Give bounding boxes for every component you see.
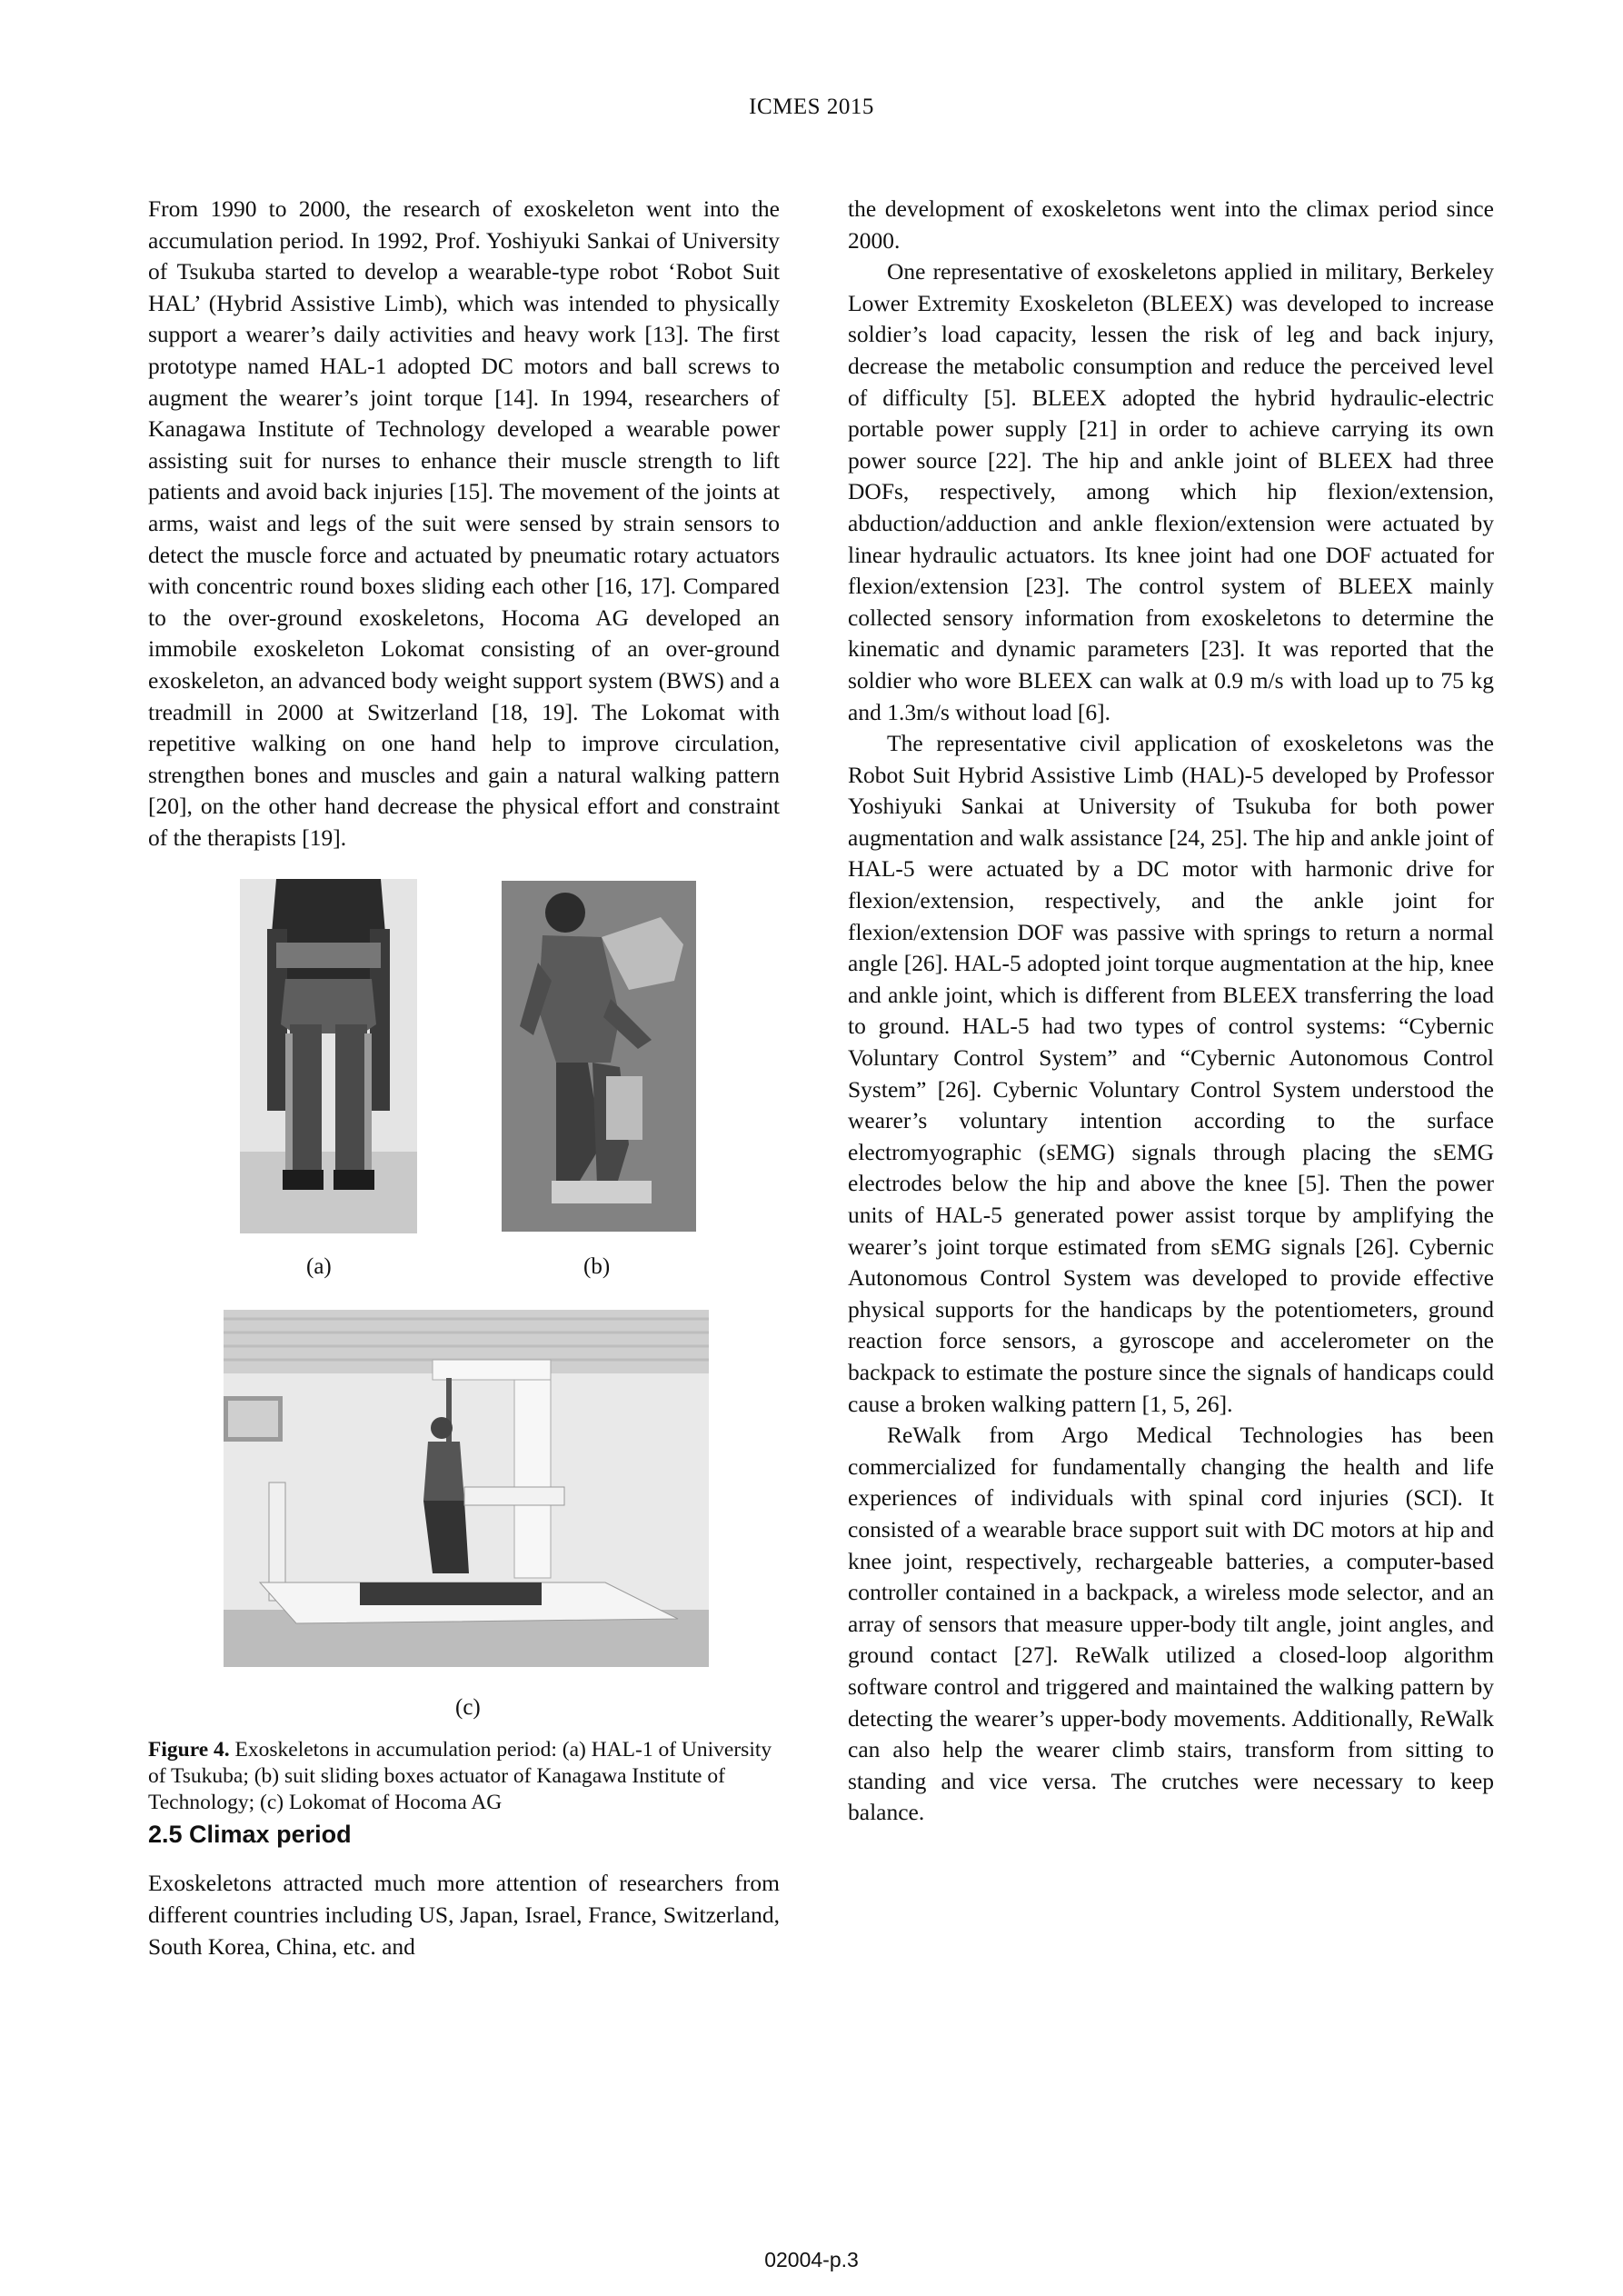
figure-caption-text: Exoskeletons in accumulation period: (a) HAL-1 of University of Tsukuba; (b) suit sliding boxes actuator of Kanagawa Institute of Technology; (c) Lokomat of Hocoma AG (148, 1738, 772, 1815)
page-number: 02004-p.3 (764, 2248, 859, 2271)
right-column (848, 194, 1494, 1829)
left-column (148, 194, 780, 1962)
figure-caption-label: Figure 4. (148, 1738, 230, 1762)
body-paragraph: the development of exoskeletons went into the climax period since 2000. (848, 195, 1494, 254)
body-paragraph: ReWalk from Argo Medical Technologies has been commercialized for fundamentally changing the health and life experiences of individuals with spinal cord injuries (SCI). It consisted of a wearable brace support suit with DC motors at hip and knee joint, respectively, rechargeable batteries, a computer-based controller contained in a backpack, a wireless mode selector, and an array of sensors that measure upper-body tilt angle, joint angles, and ground contact [27]. ReWalk utilized a closed-loop algorithm software control and triggered and maintained the walking pattern by detecting the wearer’s upper-body movements. Additionally, ReWalk can also help the wearer climb stairs, transform from sitting to standing and vice versa. The crutches were necessary to keep balance. (848, 1422, 1494, 1826)
figure-4c-photo (224, 1310, 709, 1667)
body-paragraph: From 1990 to 2000, the research of exoskeleton went into the accumulation period. In 1992, Prof. Yoshiyuki Sankai of University of Tsukuba started to develop a wearable-type robot ‘Robot Suit HAL’ (Hybrid Assistive Limb), which was intended to physically support a wearer’s daily activities and heavy work [13]. The first prototype named HAL-1 adopted DC motors and ball screws to augment the wearer’s joint torque [14]. In 1994, researchers of Kanagawa Institute of Technology developed a wearable power assisting suit for nurses to enhance their muscle strength to lift patients and avoid back injuries [15]. The movement of the joints at arms, waist and legs of the suit were sensed by strain sensors to detect the muscle force and actuated by pneumatic rotary actuators with concentric round boxes sliding each other [16, 17]. Compared to the over-ground exoskeletons, Hocoma AG developed an immobile exoskeleton Lokomat consisting of an over-ground exoskeleton, an advanced body weight support system (BWS) and a treadmill in 2000 at Switzerland [18, 19]. The Lokomat with repetitive walking on one hand help to improve circulation, strengthen bones and muscles and gain a natural walking pattern [20], on the other hand decrease the physical effort and constraint of the therapists [19]. (148, 195, 780, 851)
section-heading: 2.5 Climax period (148, 1821, 352, 1849)
body-paragraph: One representative of exoskeletons applied in military, Berkeley Lower Extremity Exoskeleton (BLEEX) was developed to increase soldier’s load capacity, lessen the risk of leg and back injury, decrease the metabolic consumption and reduce the perceived level of difficulty [5]. BLEEX adopted the hybrid hydraulic-electric portable power supply [21] in order to achieve carrying its own power source [22]. The hip and ankle joint of BLEEX had three DOFs, respectively, among which hip flexion/extension, abduction/adduction and ankle flexion/extension were actuated by linear hydraulic actuators. Its knee joint had one DOF actuated for flexion/extension [23]. The control system of BLEEX mainly collected sensory information from exoskeletons to determine the kinematic and dynamic parameters [23]. It was reported that the soldier who wore BLEEX can walk at 0.9 m/s with load up to 75 kg and 1.3m/s without load [6]. (848, 258, 1494, 725)
figure-4a-photo (240, 879, 417, 1233)
figure-4-caption (148, 1737, 780, 1816)
body-paragraph: The representative civil application of exoskeletons was the Robot Suit Hybrid Assistive Limb (HAL)-5 developed by Professor Yoshiyuki Sankai at University of Tsukuba for both power augmentation and walk assistance [24, 25]. The hip and ankle joint of HAL-5 were actuated by a DC motor with harmonic drive for flexion/extension, respectively, and the ankle joint for flexion/extension DOF was passive with springs to return a normal angle [26]. HAL-5 adopted joint torque augmentation at the hip, knee and ankle joint, which is different from BLEEX transferring the load to ground. HAL-5 had two types of control systems: “Cybernic Voluntary Control System” and “Cybernic Autonomous Control System” [26]. Cybernic Voluntary Control System understood the wearer’s voluntary intention according to the surface electromyographic (sEMG) signals through placing the sEMG electrodes below the hip and above the knee [5]. Then the power units of HAL-5 generated power assist torque by amplifying the wearer’s joint torque estimated from sEMG signals [26]. Cybernic Autonomous Control System was developed to provide effective physical supports for the handicaps by the potentiometers, ground reaction force sensors, a gyroscope and accelerometer on the backpack to estimate the posture since the signals of handicaps could cause a broken walking pattern [1, 5, 26]. (848, 730, 1494, 1417)
body-paragraph: Exoskeletons attracted much more attention of researchers from different countries including US, Japan, Israel, France, Switzerland, South Korea, China, etc. and (148, 1870, 780, 1960)
running-header: ICMES 2015 (749, 95, 874, 119)
figure-4 (148, 879, 780, 1815)
figure-4c-label: (c) (455, 1695, 481, 1721)
figure-4b-photo (502, 881, 696, 1232)
figure-4b-label: (b) (583, 1254, 611, 1280)
figure-4a-label: (a) (306, 1254, 332, 1280)
